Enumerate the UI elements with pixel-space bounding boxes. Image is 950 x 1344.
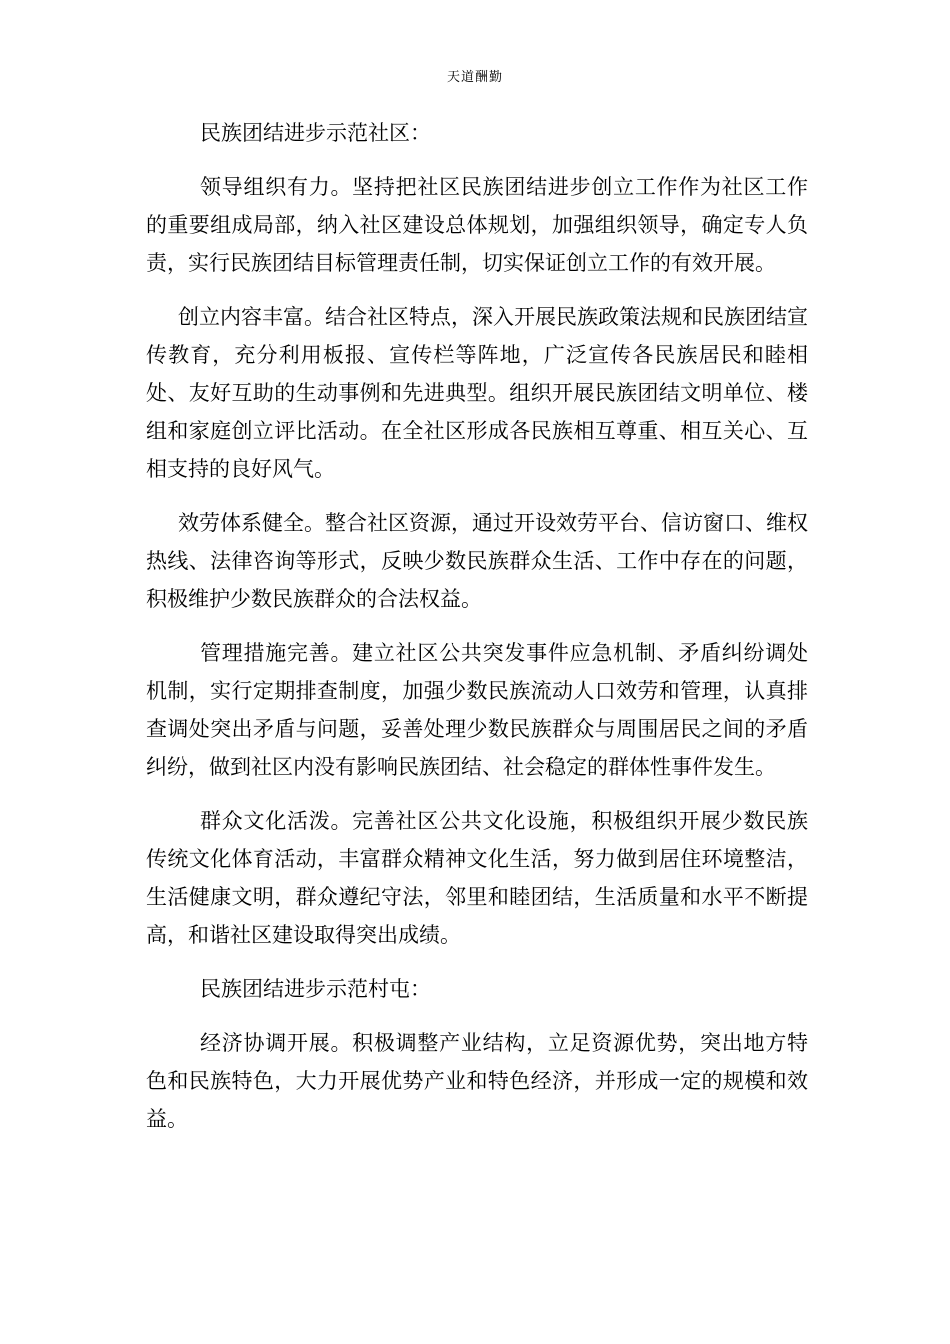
page-header: 天道酬勤 xyxy=(446,70,503,85)
paragraph-economy: 经济协调开展。积极调整产业结构，立足资源优势，突出地方特色和民族特色，大力开展优势产业和特色经济，并形成一定的规模和效益。 xyxy=(146,1031,808,1131)
paragraph-leadership: 领导组织有力。坚持把社区民族团结进步创立工作作为社区工作的重要组成局部，纳入社区建设总体规划，加强组织领导，确定专人负责，实行民族团结目标管理责任制，切实保证创立工作的有效开展。 xyxy=(146,175,808,275)
section-heading-community: 民族团结进步示范社区： xyxy=(200,121,431,145)
paragraph-content: 创立内容丰富。结合社区特点，深入开展民族政策法规和民族团结宣传教育，充分利用板报、宣传栏等阵地，广泛宣传各民族居民和睦相处、友好互助的生动事例和先进典型。组织开展民族团结文明单位、楼组和家庭创立评比活动。在全社区形成各民族相互尊重、相互关心、互相支持的良好风气。 xyxy=(146,305,808,481)
section-heading-village: 民族团结进步示范村屯： xyxy=(200,977,431,1001)
paragraph-service: 效劳体系健全。整合社区资源，通过开设效劳平台、信访窗口、维权热线、法律咨询等形式，反映少数民族群众生活、工作中存在的问题，积极维护少数民族群众的合法权益。 xyxy=(146,511,808,611)
paragraph-culture: 群众文化活泼。完善社区公共文化设施，积极组织开展少数民族传统文化体育活动，丰富群众精神文化生活，努力做到居住环境整洁，生活健康文明，群众遵纪守法，邻里和睦团结，生活质量和水平不断提高，和谐社区建设取得突出成绩。 xyxy=(146,809,808,947)
paragraph-management: 管理措施完善。建立社区公共突发事件应急机制、矛盾纠纷调处机制，实行定期排查制度，加强少数民族流动人口效劳和管理，认真排查调处突出矛盾与问题，妥善处理少数民族群众与周围居民之间的矛盾纠纷，做到社区内没有影响民族团结、社会稳定的群体性事件发生。 xyxy=(146,641,808,779)
document-body xyxy=(146,114,808,1154)
